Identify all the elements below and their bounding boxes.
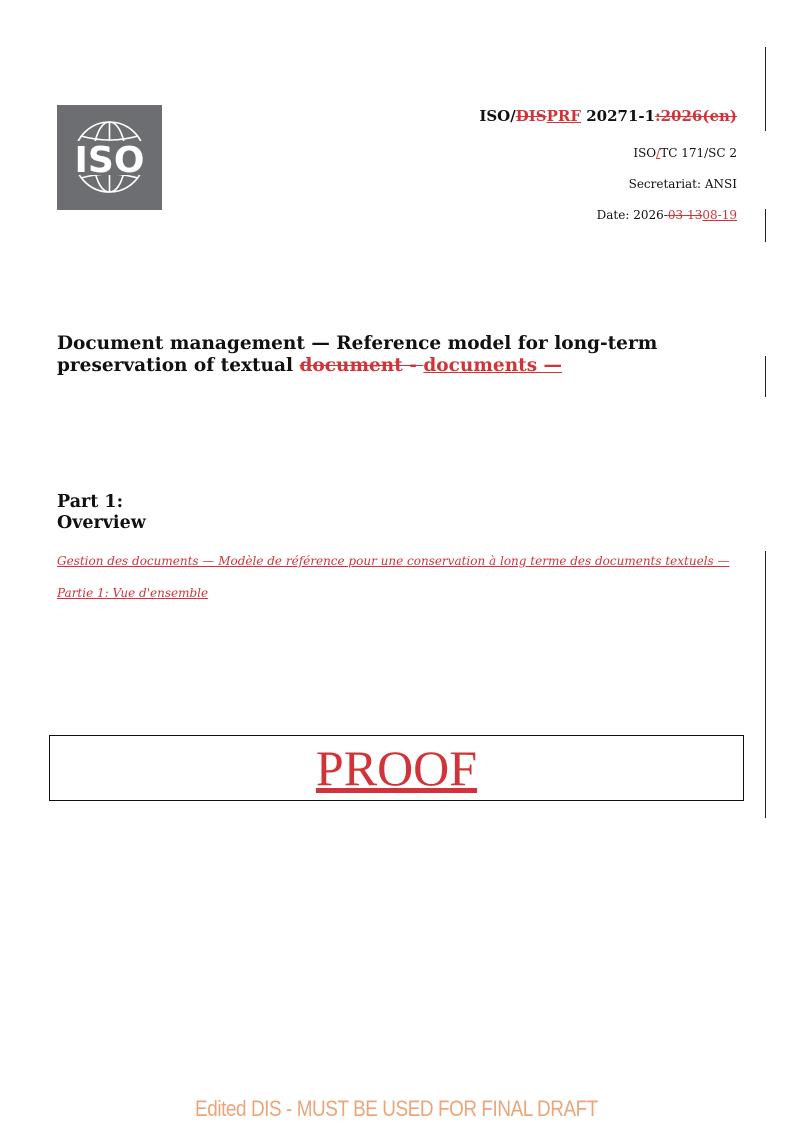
french-title: Gestion des documents — Modèle de référence pour une conservation à long terme des documents textuels —	[57, 554, 730, 568]
document-title	[57, 333, 697, 377]
change-bar	[765, 209, 766, 242]
footer-notice: Edited DIS - MUST BE USED FOR FINAL DRAFT	[195, 1096, 598, 1121]
committee-prefix: ISO	[633, 146, 657, 160]
title-line2-prefix: preservation of textual	[57, 355, 300, 376]
iso-logo	[57, 105, 162, 210]
proof-label: PROOF	[315, 740, 478, 796]
title-line-1: Document management — Reference model for long-term	[57, 333, 658, 354]
date-inserted: 08-19	[702, 208, 737, 222]
change-bar	[765, 356, 766, 397]
iso-globe-logo-icon	[57, 105, 162, 210]
secretariat: Secretariat: ANSI	[628, 177, 737, 191]
change-bar	[765, 551, 766, 818]
code-inserted-stage: PRF	[546, 107, 581, 125]
document-date	[597, 208, 737, 222]
part-number: Part 1:	[57, 492, 124, 512]
title-inserted-text: documents —	[423, 355, 563, 376]
date-prefix: Date: 2026-	[596, 208, 668, 222]
part-heading	[57, 492, 146, 534]
french-part: Partie 1: Vue d'ensemble	[57, 586, 209, 600]
proof-box	[49, 735, 744, 801]
committee-inserted: /	[656, 146, 661, 160]
logo-text: ISO	[74, 140, 145, 181]
committee-ref	[633, 146, 737, 160]
code-prefix: ISO/	[479, 107, 516, 125]
document-code	[479, 107, 737, 125]
code-deleted-stage: DIS	[515, 107, 547, 125]
code-number: 20271-1	[580, 107, 656, 125]
title-deleted-text: document -	[299, 355, 424, 376]
date-deleted: 03-13	[667, 208, 703, 222]
change-bar	[765, 47, 766, 131]
title-line-2	[57, 355, 697, 377]
code-deleted-suffix: :2026(en)	[655, 107, 737, 125]
part-name: Overview	[57, 513, 146, 533]
committee-suffix: TC 171/SC 2	[660, 146, 737, 160]
